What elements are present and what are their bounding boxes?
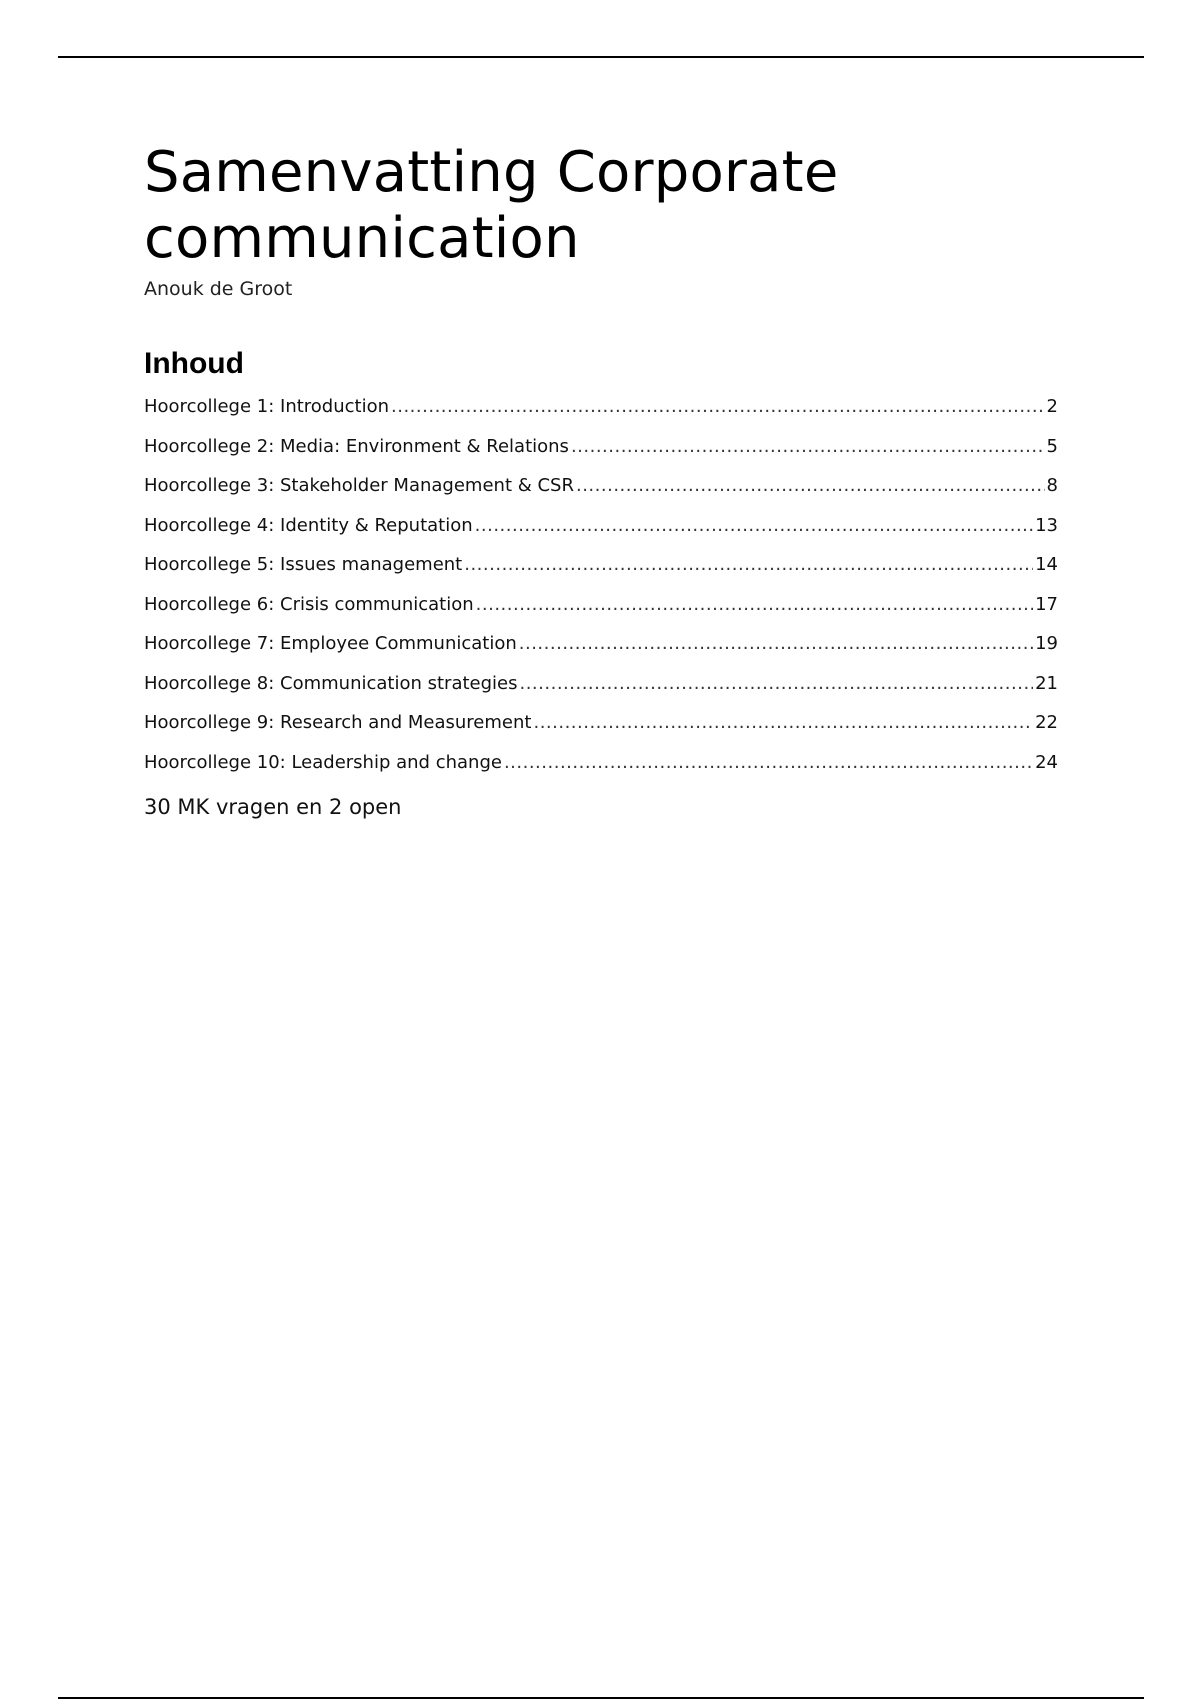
toc-entry-hoorcollege-3[interactable]	[144, 475, 1058, 515]
toc-entry-label: Hoorcollege 4: Identity & Reputation	[144, 514, 473, 536]
toc-entry-hoorcollege-9[interactable]	[144, 712, 1058, 752]
toc-dot-leader	[576, 475, 1045, 496]
toc-dot-leader	[571, 436, 1045, 457]
toc-entry-page: 8	[1046, 475, 1058, 496]
table-of-contents	[144, 396, 1058, 791]
toc-entry-page: 24	[1035, 751, 1058, 773]
toc-entry-label: Hoorcollege 1: Introduction	[144, 396, 390, 417]
toc-entry-hoorcollege-7[interactable]	[144, 633, 1058, 673]
toc-entry-page: 2	[1046, 396, 1058, 417]
toc-entry-hoorcollege-10[interactable]	[144, 752, 1058, 792]
toc-entry-label: Hoorcollege 8: Communication strategies	[144, 672, 518, 694]
toc-dot-leader	[476, 594, 1033, 615]
toc-entry-hoorcollege-1[interactable]	[144, 396, 1058, 436]
toc-entry-page: 14	[1035, 554, 1058, 575]
toc-dot-leader	[519, 633, 1033, 654]
toc-entry-label: Hoorcollege 9: Research and Measurement	[144, 712, 532, 733]
toc-dot-leader	[533, 712, 1033, 733]
toc-entry-hoorcollege-2[interactable]	[144, 436, 1058, 476]
toc-entry-label: Hoorcollege 7: Employee Communication	[144, 633, 517, 654]
toc-entry-page: 22	[1035, 712, 1058, 733]
toc-entry-page: 17	[1035, 593, 1058, 615]
document-title-line-2: communication	[144, 206, 580, 271]
toc-entry-label: Hoorcollege 5: Issues management	[144, 554, 463, 575]
toc-heading: Inhoud	[144, 347, 244, 380]
toc-entry-page: 19	[1035, 633, 1058, 654]
toc-entry-hoorcollege-4[interactable]	[144, 515, 1058, 555]
document-title-line-1: Samenvatting Corporate	[144, 140, 839, 205]
toc-entry-hoorcollege-6[interactable]	[144, 594, 1058, 634]
toc-entry-label: Hoorcollege 2: Media: Environment & Relations	[144, 435, 569, 457]
toc-entry-label: Hoorcollege 6: Crisis communication	[144, 593, 474, 615]
toc-entry-page: 21	[1035, 672, 1058, 694]
exam-note: 30 MK vragen en 2 open	[144, 795, 402, 819]
toc-entry-label: Hoorcollege 10: Leadership and change	[144, 751, 502, 773]
document-title	[144, 140, 1058, 272]
toc-dot-leader	[504, 752, 1033, 773]
toc-entry-hoorcollege-5[interactable]	[144, 554, 1058, 594]
document-author: Anouk de Groot	[144, 278, 293, 300]
toc-dot-leader	[519, 673, 1033, 694]
toc-dot-leader	[475, 515, 1033, 536]
toc-dot-leader	[464, 554, 1033, 575]
document-page	[144, 140, 1058, 821]
toc-entry-hoorcollege-8[interactable]	[144, 673, 1058, 713]
toc-dot-leader	[391, 396, 1045, 417]
toc-entry-page: 13	[1035, 514, 1058, 536]
toc-entry-page: 5	[1046, 435, 1058, 457]
toc-entry-label: Hoorcollege 3: Stakeholder Management & CSR	[144, 475, 574, 496]
footer-rule	[58, 1697, 1144, 1699]
header-rule	[58, 56, 1144, 58]
